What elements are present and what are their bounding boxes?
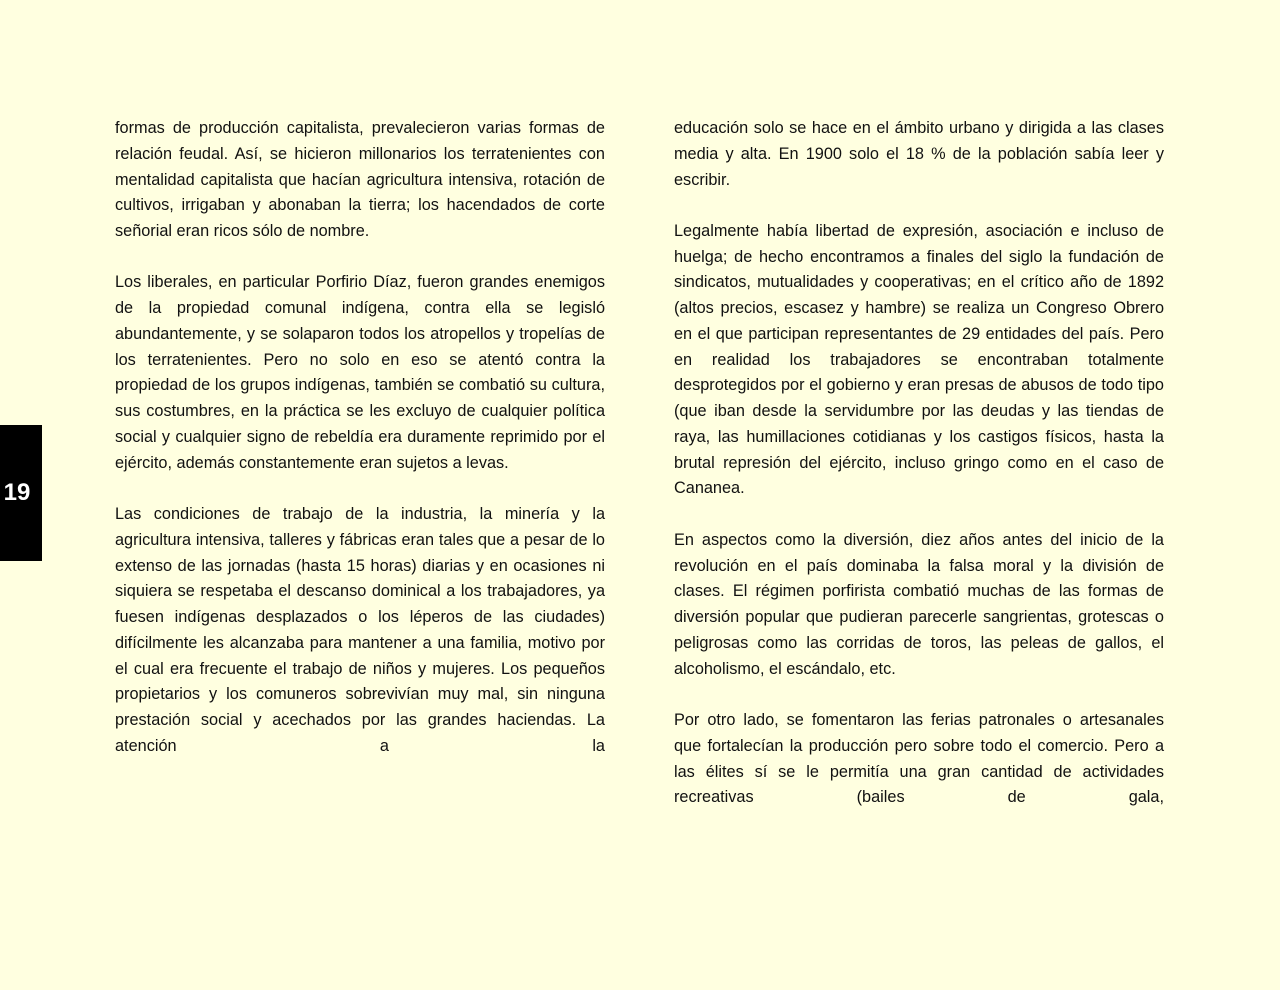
page-number: 19	[3, 479, 31, 506]
page-number-tab	[0, 425, 42, 561]
paragraph: Legalmente había libertad de expresión, asociación e incluso de huelga; de hecho encontramos a finales del siglo la fundación de sindicatos, mutualidades y cooperativas; en el crítico año de 1892 (altos precios, escasez y hambre) se realiza un Congreso Obrero en el que participan representantes de 29 entidades del país. Pero en realidad los trabajadores se encontraban totalmente desprotegidos por el gobierno y eran presas de abusos de todo tipo (que iban desde la servidumbre por las deudas y las tiendas de raya, las humillaciones cotidianas y los castigos físicos, hasta la brutal represión del ejército, incluso gringo como en el caso de Cananea.	[674, 221, 1164, 498]
paragraph: formas de producción capitalista, prevalecieron varias formas de relación feudal. Así, se hicieron millonarios los terratenientes con mentalidad capitalista que hacían agricultura intensiva, rotación de cultivos, irrigaban y abonaban la tierra; los hacendados de corte señorial eran ricos sólo de nombre.	[115, 119, 605, 240]
right-column	[674, 116, 1164, 837]
paragraph: Por otro lado, se fomentaron las ferias patronales o artesanales que fortalecían la producción pero sobre todo el comercio. Pero a las élites sí se le permitía una gran cantidad de actividades recreativas (bailes de gala,	[674, 711, 1164, 807]
paragraph: En aspectos como la diversión, diez años antes del inicio de la revolución en el país dominaba la falsa moral y la división de clases. El régimen porfirista combatió muchas de las formas de diversión popular que pudieran parecerle sangrientas, grotescas o peligrosas como las corridas de toros, las peleas de gallos, el alcoholismo, el escándalo, etc.	[674, 530, 1164, 678]
paragraph: Los liberales, en particular Porfirio Díaz, fueron grandes enemigos de la propiedad comunal indígena, contra ella se legisló abundantemente, y se solaparon todos los atropellos y tropelías de los terratenientes. Pero no solo en eso se atentó contra la propiedad de los grupos indígenas, también se combatió su cultura, sus costumbres, en la práctica se les excluyo de cualquier política social y cualquier signo de rebeldía era duramente reprimido por el ejército, además constantemente eran sujetos a levas.	[115, 273, 605, 472]
paragraph: educación solo se hace en el ámbito urbano y dirigida a las clases media y alta. En 1900 solo el 18 % de la población sabía leer y escribir.	[674, 119, 1164, 189]
left-column	[115, 116, 605, 785]
paragraph: Las condiciones de trabajo de la industria, la minería y la agricultura intensiva, talleres y fábricas eran tales que a pesar de lo extenso de las jornadas (hasta 15 horas) diarias y en ocasiones ni siquiera se respetaba el descanso dominical a los trabajadores, ya fuesen indígenas desplazados o los léperos de las ciudades) difícilmente les alcanzaba para mantener a una familia, motivo por el cual era frecuente el trabajo de niños y mujeres. Los pequeños propietarios y los comuneros sobrevivían muy mal, sin ninguna prestación social y acechados por las grandes haciendas. La atención a la	[115, 505, 605, 755]
